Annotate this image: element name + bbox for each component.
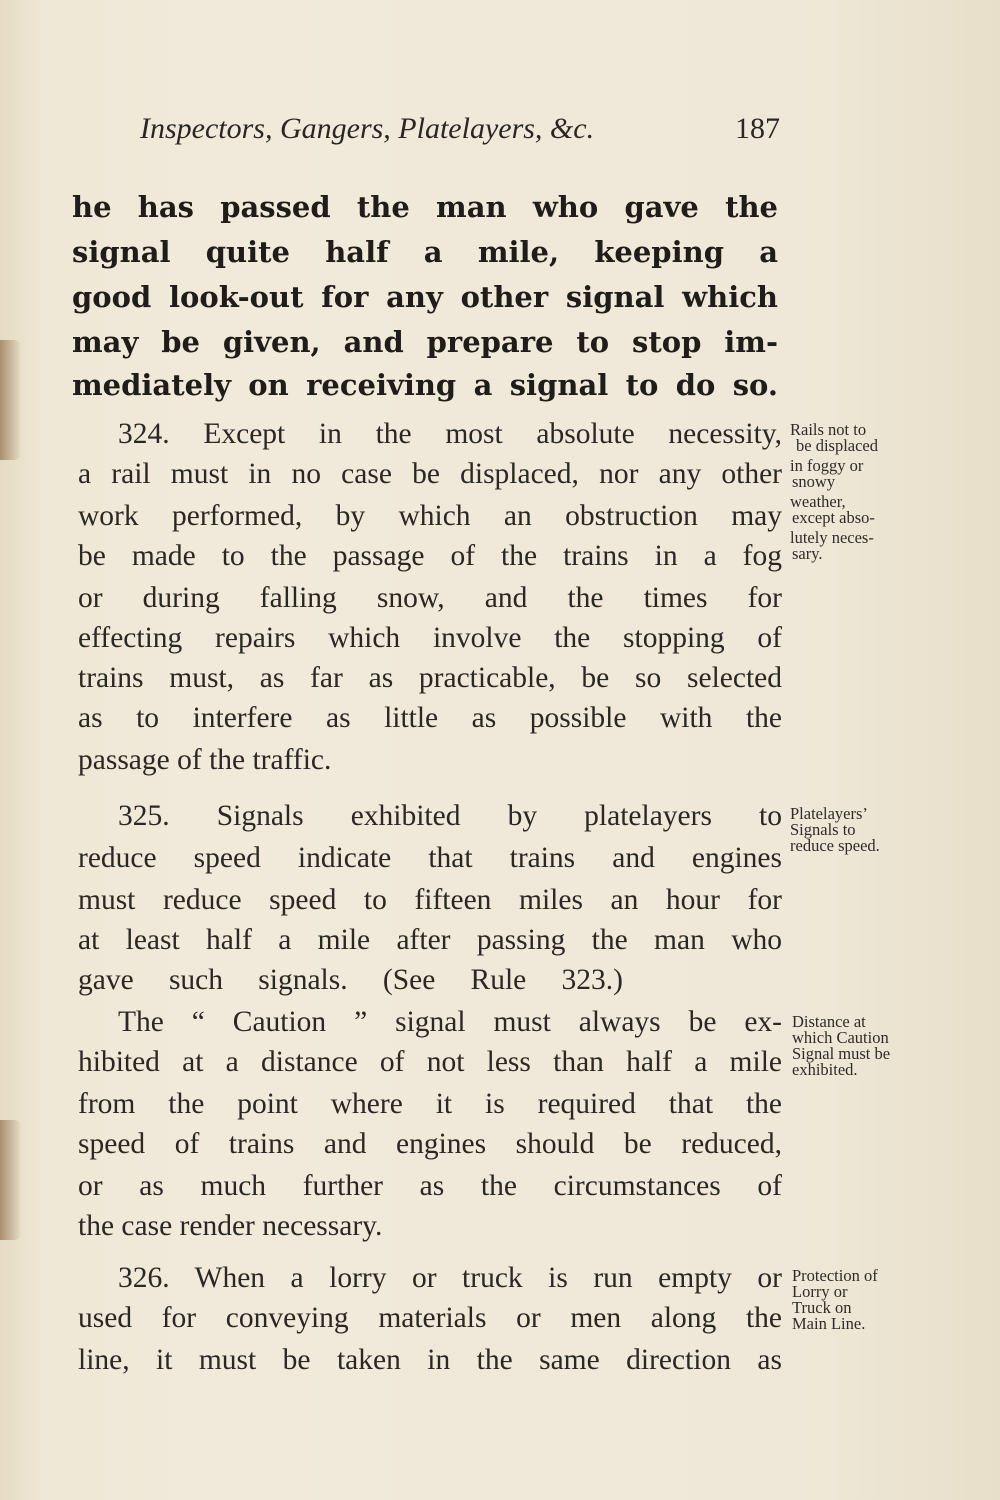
body-line: or during falling snow, and the times for [78, 582, 782, 614]
margin-note-line: Distance at [792, 1012, 866, 1031]
body-line: may be given, and prepare to stop im- [72, 325, 778, 359]
margin-note-line: weather, [790, 492, 846, 511]
page-number: 187 [735, 112, 780, 145]
margin-note-line: which Caution [792, 1028, 889, 1047]
margin-note-line: lutely neces- [790, 528, 874, 547]
body-line: hibited at a distance of not less than half a mile [78, 1046, 782, 1078]
body-line: signal quite half a mile, keeping a [72, 235, 778, 269]
margin-note-line: sary. [792, 544, 823, 563]
margin-note-line: be displaced [796, 436, 879, 455]
margin-note-line: Platelayers’ [790, 804, 868, 823]
margin-note-line: Main Line. [792, 1314, 866, 1333]
body-line: 326. When a lorry or truck is run empty or [118, 1262, 782, 1294]
body-line: a rail must in no case be displaced, nor any other [78, 458, 782, 490]
margin-note-line: Lorry or [792, 1282, 848, 1301]
body-line: The “ Caution ” signal must always be ex- [118, 1006, 782, 1038]
body-line: line, it must be taken in the same direction as [78, 1344, 782, 1376]
margin-note [792, 1268, 878, 1332]
running-title: Inspectors, Gangers, Platelayers, &c. [140, 112, 595, 145]
body-line: mediately on receiving a signal to do so. [72, 368, 778, 402]
margin-note-line: Signals to [790, 820, 856, 839]
margin-note-line: Truck on [792, 1298, 852, 1317]
body-line: must reduce speed to fifteen miles an hour for [78, 884, 782, 916]
running-header [140, 106, 780, 156]
margin-note-line: snowy [792, 472, 836, 491]
body-line: trains must, as far as practicable, be so selected [78, 662, 782, 694]
page-stain [0, 1120, 22, 1240]
body-line: work performed, by which an obstruction may [78, 500, 782, 532]
margin-note [790, 422, 878, 562]
body-line: good look-out for any other signal which [72, 280, 778, 314]
body-line: reduce speed indicate that trains and engines [78, 842, 782, 874]
body-line: 325. Signals exhibited by platelayers to [118, 800, 782, 832]
margin-note [792, 1014, 890, 1078]
margin-note-line: Protection of [792, 1266, 878, 1285]
body-line: or as much further as the circumstances of [78, 1170, 782, 1202]
body-line: 324. Except in the most absolute necessity, [118, 418, 782, 450]
body-line: used for conveying materials or men along the [78, 1302, 782, 1334]
body-line: he has passed the man who gave the [72, 190, 778, 224]
body-line: as to interfere as little as possible with the [78, 702, 782, 734]
body-line: passage of the traffic. [78, 744, 332, 776]
body-line: from the point where it is required that the [78, 1088, 782, 1120]
page-stain [0, 340, 22, 460]
body-line: be made to the passage of the trains in a fog [78, 540, 782, 572]
body-line: effecting repairs which involve the stopping of [78, 622, 782, 654]
margin-note-line: exhibited. [792, 1060, 858, 1079]
margin-note-line: reduce speed. [790, 836, 880, 855]
margin-note-line: Signal must be [792, 1044, 891, 1063]
body-line: gave such signals. (See Rule 323.) [78, 964, 623, 996]
margin-note-line: Rails not to [790, 420, 867, 439]
margin-note-line: except abso- [792, 508, 875, 527]
body-line: speed of trains and engines should be reduced, [78, 1128, 782, 1160]
margin-note [790, 806, 880, 854]
body-line: the case render necessary. [78, 1210, 383, 1242]
margin-note-line: in foggy or [790, 456, 864, 475]
body-line: at least half a mile after passing the man who [78, 924, 782, 956]
